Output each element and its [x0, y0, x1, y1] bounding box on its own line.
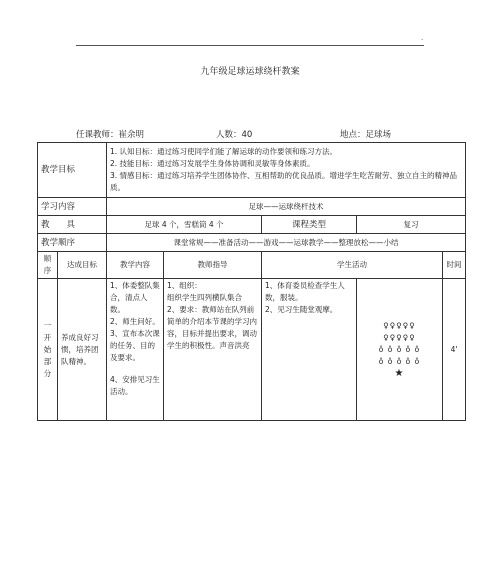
content-cell: [107, 279, 164, 421]
content-item: 4、安排见习生活动。: [110, 375, 160, 396]
target-cell: 养成良好习惯，培养团队精神。: [58, 279, 107, 421]
col-activity: 学生活动: [262, 252, 443, 279]
col-target: 达成目标: [58, 252, 107, 279]
formation-row: ô ô ô ô ô: [378, 344, 421, 354]
course-type-label: 课程类型: [262, 216, 357, 234]
goal-item: 3. 情感目标：通过练习培养学生团体协作、互相帮助的优良品质。增进学生吃苦耐劳、独立自主的精神品质。: [110, 171, 458, 192]
goal-item: 1. 认知目标：通过练习使同学们能了解运球的动作要领和练习方法。: [110, 147, 338, 156]
content-row: [38, 198, 466, 216]
formation-row: ♀♀♀♀♀: [383, 332, 416, 342]
goals-row: [38, 143, 466, 198]
content-item: 3、宣布本次课的任务、目的及要求。: [110, 329, 160, 362]
seq-cell: 一开始部分: [38, 279, 58, 421]
guide-item: 2、要求：教师站在队列前简单的介绍本节课的学习内容，目标并提出要求，调动学生的积极性。声音洪亮: [167, 305, 258, 350]
content-label: 学习内容: [38, 198, 107, 216]
goal-item: 2. 技能目标：通过练习发展学生身体协调和灵敏等身体素质。: [110, 159, 315, 168]
content-value: 足球——运球绕杆技术: [107, 198, 466, 216]
goals-label: 教学目标: [38, 143, 107, 198]
header-rule: [76, 45, 424, 46]
page-title: 九年级足球运球绕杆教案: [200, 67, 300, 77]
content-item: 1、体委整队集合，清点人数。: [110, 281, 160, 314]
lesson-plan-table: [37, 142, 466, 421]
content-item: 2、师生问好。: [110, 317, 160, 326]
activity-cell: [262, 279, 357, 421]
col-seq: 顺序: [38, 252, 58, 279]
equipment-row: [38, 216, 466, 234]
equipment-label: 教 具: [38, 216, 107, 234]
header-dot: .: [421, 34, 424, 42]
goals-content: [107, 143, 466, 198]
location-info: 地点：足球场: [340, 130, 392, 140]
guide-item: 1、组织：: [167, 281, 202, 290]
teacher-star-icon: ★: [394, 367, 405, 379]
formation-row: ♀♀♀♀♀: [383, 320, 416, 330]
activity-item: 2、见习生随堂观摩。: [265, 305, 338, 314]
order-row: [38, 234, 466, 252]
guide-cell: [164, 279, 262, 421]
activity-item: 1、体育委员检查学生人数，服装。: [265, 281, 345, 302]
order-label: 教学顺序: [38, 234, 107, 252]
equipment-value: 足球 4 个，雪糕筒 4 个: [107, 216, 262, 234]
start-section-row: [38, 279, 466, 421]
col-guide: 教师指导: [164, 252, 262, 279]
course-type-value: 复习: [357, 216, 466, 234]
formation-diagram: [357, 279, 443, 421]
guide-item: 组织学生四列横队集合: [167, 293, 243, 302]
col-time: 时间: [443, 252, 466, 279]
col-content: 教学内容: [107, 252, 164, 279]
formation-row: ô ô ô ô ô: [378, 356, 421, 366]
column-header-row: [38, 252, 466, 279]
student-count: 人数：40: [216, 130, 253, 140]
time-cell: 4': [443, 279, 466, 421]
teacher-info: 任课教师：崔余明: [76, 130, 145, 140]
order-value: 课堂常规——准备活动——游戏——运球教学——整理放松——小结: [107, 234, 466, 252]
